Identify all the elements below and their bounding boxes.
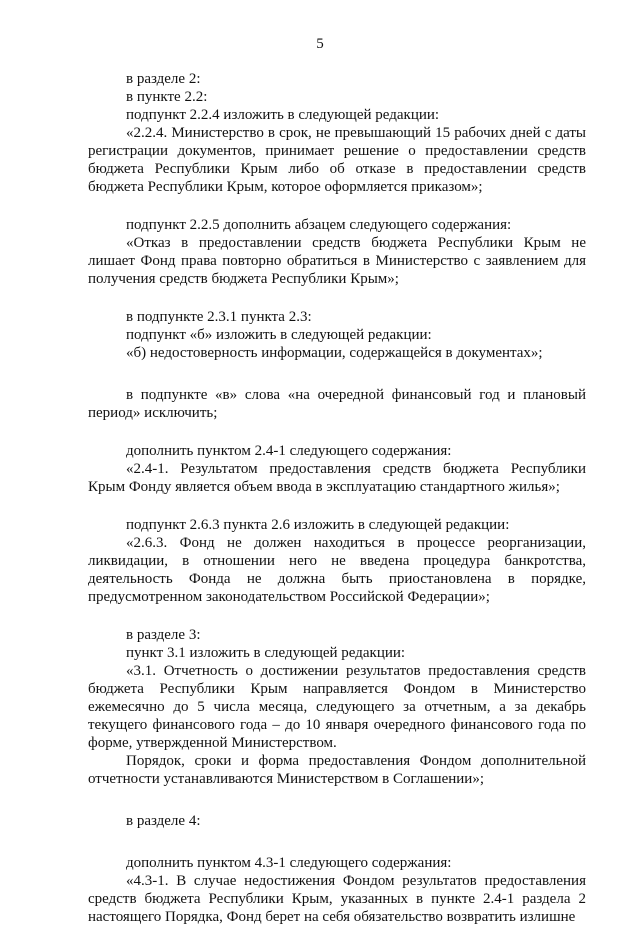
paragraph-item-4-3-1-intro: дополнить пунктом 4.3-1 следующего содержания:	[126, 855, 452, 871]
spacer	[88, 496, 586, 516]
spacer	[88, 788, 586, 812]
spacer	[88, 196, 586, 216]
paragraph-subitem-2-6-3-intro: подпункт 2.6.3 пункта 2.6 изложить в следующей редакции:	[126, 517, 510, 533]
spacer	[88, 288, 586, 308]
paragraph-subitem-b-text: «б) недостоверность информации, содержащейся в документах»;	[126, 345, 543, 361]
page-number: 5	[316, 36, 324, 52]
document-body	[88, 70, 586, 926]
paragraph-subitem-2-3-1: в подпункте 2.3.1 пункта 2.3:	[126, 309, 312, 325]
paragraph-subitem-2-6-3-text: «2.6.3. Фонд не должен находиться в процессе реорганизации, ликвидации, в отношении него не введена процедура банкротства, деятельность Фонда не должна быть приостановлена в порядке, предусмотренном законодательством Российской Федерации»;	[88, 535, 586, 605]
paragraph-item-2-4-1-text: «2.4-1. Результатом предоставления средств бюджета Республики Крым Фонду является объем ввода в эксплуатацию стандартного жилья»;	[88, 461, 586, 495]
paragraph-item-2-4-1-intro: дополнить пунктом 2.4-1 следующего содержания:	[126, 443, 452, 459]
paragraph-item-2-2: в пункте 2.2:	[126, 89, 208, 105]
paragraph-item-3-1-text: «3.1. Отчетность о достижении результатов предоставления средств бюджета Республики Крым направляется Фондом в Министерство ежемесячно до 5 числа месяца, следующего за отчетным, а за декабрь текущего финансового года – до 10 января очередного финансового года по форме, утвержденной Министерством.	[88, 663, 586, 751]
paragraph-subitem-v: в подпункте «в» слова «на очередной финансовый год и плановый период» исключить;	[88, 387, 586, 421]
spacer	[88, 606, 586, 626]
paragraph-subitem-b-intro: подпункт «б» изложить в следующей редакции:	[126, 327, 432, 343]
paragraph-section-4: в разделе 4:	[126, 813, 201, 829]
paragraph-subitem-2-2-4-intro: подпункт 2.2.4 изложить в следующей редакции:	[126, 107, 440, 123]
paragraph-subitem-2-2-5-text: «Отказ в предоставлении средств бюджета Республики Крым не лишает Фонд права повторно обратиться в Министерство с заявлением для получения средств бюджета Республики Крым»;	[88, 235, 586, 287]
paragraph-subitem-2-2-4-text: «2.2.4. Министерство в срок, не превышающий 15 рабочих дней с даты регистрации документов, принимает решение о предоставлении средств бюджета Республики Крым либо об отказе в предоставлении средств бюджета Республики Крым, которое оформляется приказом»;	[88, 125, 586, 195]
paragraph-section-2: в разделе 2:	[126, 71, 201, 87]
paragraph-item-4-3-1-text: «4.3-1. В случае недостижения Фондом результатов предоставления средств бюджета Республики Крым, указанных в пункте 2.4-1 раздела 2 настоящего Порядка, Фонд берет на себя обязательство возвратить излишне	[88, 873, 586, 925]
paragraph-subitem-2-2-5-intro: подпункт 2.2.5 дополнить абзацем следующего содержания:	[126, 217, 512, 233]
paragraph-section-3: в разделе 3:	[126, 627, 201, 643]
paragraph-item-3-1-intro: пункт 3.1 изложить в следующей редакции:	[126, 645, 406, 661]
spacer	[88, 362, 586, 386]
spacer	[88, 830, 586, 854]
spacer	[88, 422, 586, 442]
paragraph-item-3-1-additional: Порядок, сроки и форма предоставления Фондом дополнительной отчетности устанавливаются Министерством в Соглашении»;	[88, 753, 586, 787]
